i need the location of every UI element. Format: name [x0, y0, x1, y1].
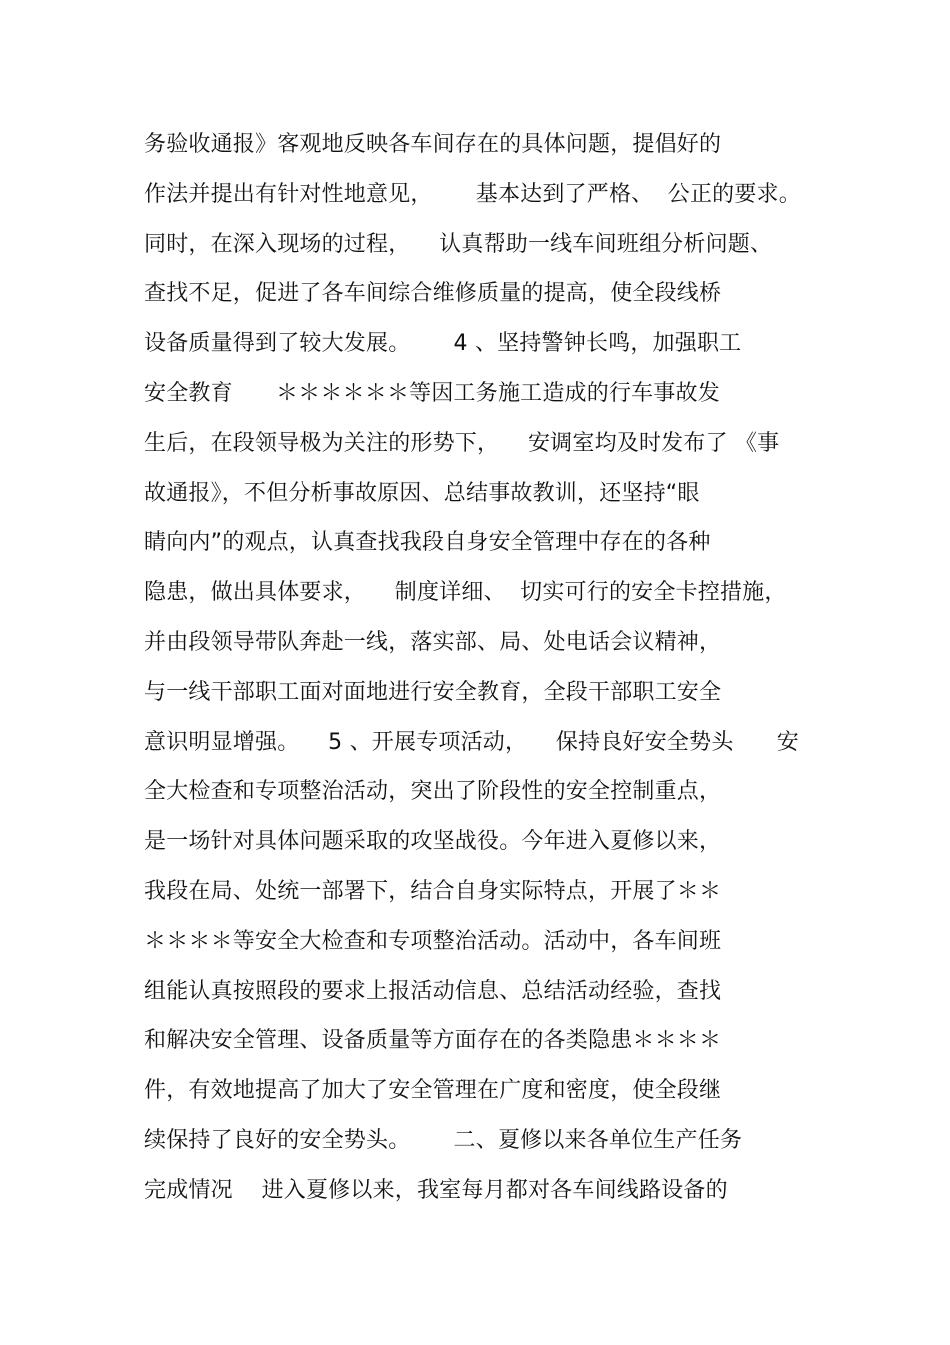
text-line: 与一线干部职工面对面地进行安全教育，全段干部职工安全	[144, 679, 722, 705]
text-line: 故通报》，不但分析事故原因、总结事故教训，还坚持“眼	[144, 480, 700, 506]
text-line: 设备质量得到了较大发展。 4 、坚持警钟长鸣，加强职工	[144, 331, 742, 357]
text-line: 我段在局、处统一部署下，结合自身实际特点，开展了＊＊	[144, 878, 722, 904]
text-line: 是一场针对具体问题采取的攻坚战役。今年进入夏修以来，	[144, 829, 722, 855]
text-line: 作法并提出有针对性地意见， 基本达到了严格、 公正的要求。	[144, 181, 801, 207]
text-line: 续保持了良好的安全势头。 二、夏修以来各单位生产任务	[144, 1127, 743, 1153]
text-line: 和解决安全管理、设备质量等方面存在的各类隐患＊＊＊＊	[144, 1028, 722, 1054]
text-line: 意识明显增强。 5 、开展专项活动， 保持良好安全势头 安	[144, 729, 799, 755]
text-line: 件，有效地提高了加大了安全管理在广度和密度，使全段继	[144, 1078, 722, 1104]
text-line: 全大检查和专项整治活动，突出了阶段性的安全控制重点，	[144, 779, 722, 805]
text-line: 同时，在深入现场的过程， 认真帮助一线车间班组分析问题、	[144, 231, 773, 257]
text-line: 查找不足，促进了各车间综合维修质量的提高，使全段线桥	[144, 281, 722, 307]
text-line: ＊＊＊＊等安全大检查和专项整治活动。活动中，各车间班	[144, 928, 722, 954]
text-line: 务验收通报》客观地反映各车间存在的具体问题，提倡好的	[144, 132, 722, 157]
text-line: 睛向内”的观点，认真查找我段自身安全管理中存在的各种	[144, 530, 711, 556]
text-line: 生后，在段领导极为关注的形势下， 安调室均及时发布了 《事	[144, 430, 780, 456]
text-line: 并由段领导带队奔赴一线，落实部、局、处电话会议精神，	[144, 629, 722, 655]
body-text	[144, 120, 814, 1216]
text-line: 隐患，做出具体要求， 制度详细、 切实可行的安全卡控措施，	[144, 580, 787, 606]
text-line: 组能认真按照段的要求上报活动信息、总结活动经验，查找	[144, 978, 722, 1004]
text-line: 完成情况 进入夏修以来，我室每月都对各车间线路设备的	[144, 1177, 728, 1203]
text-line: 安全教育 ＊＊＊＊＊＊等因工务施工造成的行车事故发	[144, 380, 720, 406]
